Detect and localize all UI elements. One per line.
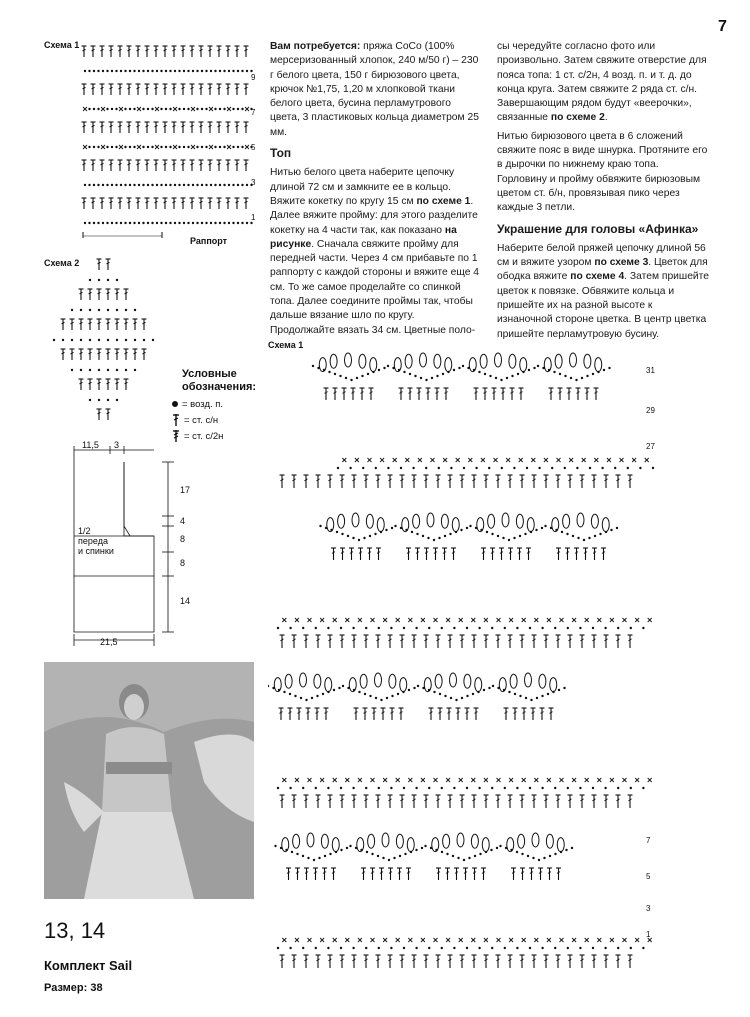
pattern-label: 1/2 переда и спинки [78, 526, 114, 556]
legend-title-2: обозначения: [182, 381, 257, 393]
row-number-3: 3 [646, 904, 651, 913]
scheme1-small-row-numbers [251, 60, 261, 235]
scheme1-small-label: Схема 1 [44, 40, 80, 50]
dim-right-5: 14 [180, 596, 191, 606]
row-number: 1 [251, 213, 256, 222]
legend-item-dc: = ст. с/н [172, 412, 256, 428]
belt-paragraph: Нитью бирюзового цвета в 6 сложений свяжите пояс в виде шнурка. Протяните его в дырочки по нижнему краю топа. Горловину и пройму обвяжите бирюзовым цветом ст. б/н, провязывая пико через каждые 3 петли. [497, 130, 708, 214]
page-number: 7 [718, 18, 727, 35]
product-size: Размер: 38 [44, 982, 103, 994]
dim-bottom: 21,5 [100, 637, 118, 647]
legend-item-chain: = возд. п. [172, 396, 256, 412]
row-number-27: 27 [646, 442, 655, 451]
legend [182, 368, 256, 444]
row-number-7: 7 [646, 836, 651, 845]
text-column-1 [270, 40, 482, 342]
row-number-29: 29 [646, 406, 655, 415]
model-photo-illustration [44, 662, 254, 899]
materials-paragraph: Вам потребуется: пряжа CoCo (100% мерсеризованный хлопок, 240 м/50 г) – 230 г белого цвета, 150 г бирюзового цвета, крючок №1,75, 1,20 м хлопковой ткани белого цвета, бусина перламутрового цвета, 3 пластиковых кольца диаметром 25 мм. [270, 41, 479, 138]
rapport-label: Раппорт [190, 236, 228, 246]
dim-right-3: 8 [180, 534, 186, 544]
double-crochet-icon [172, 413, 180, 427]
model-photo [44, 662, 254, 899]
legend-item-tr: = ст. с/2н [172, 428, 256, 444]
headband-paragraph: Наберите белой пряжей цепочку длиной 56 см и вяжите узором по схеме 3. Цветок для ободка вяжите по схеме 4. Затем пришейте цветок к повязке. Обвяжите кольца и пришейте их на разной высоте к изнаночной стороне цветка. В центр цветка пришейте перламутровую бусину. [497, 242, 710, 340]
continued-paragraph: сы чередуйте согласно фото или произвольно. Затем свяжите отверстие для пояса топа: 1 ст. с/2н, 4 возд. п. и т. д. до конца круга. Затем свяжите 2 ряда ст. с/н. Завершающим рядом будут «веерочки», связанные по схеме 2. [497, 41, 707, 124]
dim-top-2: 3 [114, 440, 120, 450]
garment-pattern [44, 440, 244, 650]
scheme2-label: Схема 2 [44, 258, 80, 268]
scheme1-small-diagram [80, 40, 265, 245]
dim-right-1: 17 [180, 485, 191, 495]
legend-title: Условные [182, 368, 237, 380]
dim-right-4: 8 [180, 558, 186, 568]
dot-icon [172, 401, 178, 407]
product-title: Комплект Sail [44, 958, 133, 973]
product-numbers: 13, 14 [44, 918, 106, 943]
scheme2-diagram [46, 255, 171, 425]
top-instructions: Нитью белого цвета наберите цепочку длиной 72 см и замкните ее в кольцо. Вяжите кокетку по кругу 15 см по схеме 1. Далее вяжите пройму: для этого разделите кокетку на 4 части так, как показано на рисунке. Сначала свяжите пройму для передней части. Через 4 см прибавьте по 1 раппорту с каждой стороны и вяжите еще 4 см. То же самое проделайте со спинкой топа. Далее соедините проймы так, чтобы дальше вязание шло по кругу. Продолжайте вязать 34 см. Цветные поло- [270, 167, 480, 336]
scheme1-large-label: Схема 1 [268, 340, 304, 350]
scheme1-large-diagram [268, 340, 668, 1000]
dim-right-2: 4 [180, 516, 186, 526]
row-number: 9 [251, 73, 256, 82]
dim-top-1: 11,5 [82, 440, 99, 450]
row-number: 5 [251, 143, 256, 152]
text-column-2 [497, 40, 709, 346]
top-heading: Топ [270, 146, 292, 161]
row-number: 3 [251, 178, 256, 187]
row-number: 7 [251, 108, 256, 117]
row-number-1: 1 [646, 930, 651, 939]
headband-heading: Украшение для головы «Афинка» [497, 221, 699, 236]
row-number-5: 5 [646, 872, 651, 881]
row-number-31: 31 [646, 366, 655, 375]
